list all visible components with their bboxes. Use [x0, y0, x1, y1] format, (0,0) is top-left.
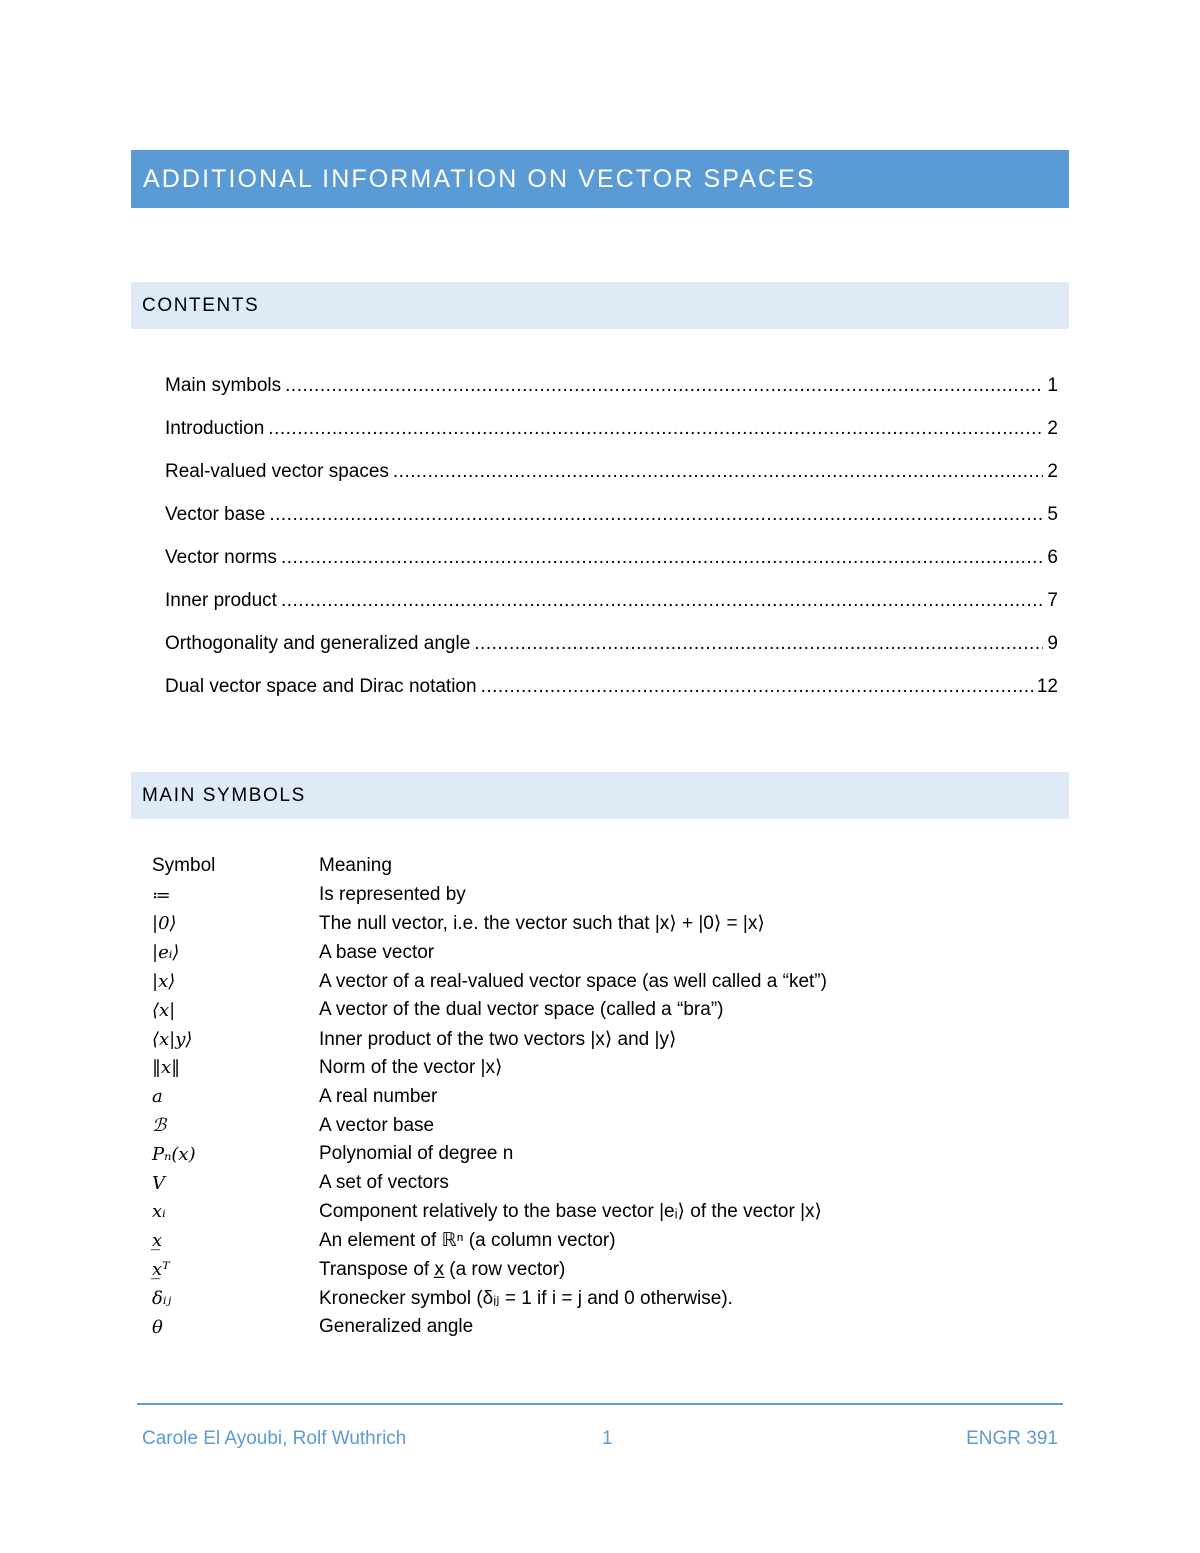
footer-course: ENGR 391: [966, 1428, 1058, 1449]
symbol-row: [152, 1054, 1052, 1083]
toc-entry-page: 6: [1047, 547, 1058, 568]
document-title-bar: [131, 150, 1069, 208]
symbol-row: [152, 1025, 1052, 1054]
symbol-column-header: Symbol: [152, 855, 216, 877]
footer-authors: Carole El Ayoubi, Rolf Wuthrich: [142, 1428, 407, 1449]
toc-leader-dots: [481, 676, 1033, 698]
footer-page-number: 1: [602, 1428, 613, 1449]
symbol-cell: δᵢⱼ: [152, 1287, 172, 1309]
meaning-cell: A real number: [319, 1085, 438, 1107]
toc-leader-dots: [285, 375, 1043, 397]
symbol-row: [152, 938, 1052, 967]
symbol-row: [152, 1284, 1052, 1313]
meaning-cell: Transpose of x̲ (a row vector): [319, 1258, 566, 1280]
symbol-row: [152, 1140, 1052, 1169]
toc-entry[interactable]: [165, 633, 1058, 676]
symbol-cell: x̲ᵀ: [152, 1259, 170, 1281]
meaning-cell: A vector of a real-valued vector space (as well called a “ket”): [319, 970, 827, 992]
symbols-table-header: [152, 852, 1052, 881]
document-title: ADDITIONAL INFORMATION ON VECTOR SPACES: [143, 164, 816, 193]
meaning-cell: Generalized angle: [319, 1316, 474, 1338]
symbol-row: [152, 1255, 1052, 1284]
toc-leader-dots: [281, 547, 1043, 569]
toc-entry-title: Vector base: [165, 504, 266, 525]
symbol-row: [152, 881, 1052, 910]
footer-divider: [137, 1403, 1063, 1405]
symbol-cell: x̲: [152, 1230, 163, 1252]
meaning-cell: A vector base: [319, 1114, 435, 1136]
toc-entry-page: 1: [1047, 375, 1058, 396]
meaning-cell: An element of ℝⁿ (a column vector): [319, 1230, 616, 1252]
contents-heading-bar: [131, 282, 1069, 329]
meaning-cell: A vector of the dual vector space (called a “bra”): [319, 999, 724, 1021]
toc-entry-page: 9: [1047, 633, 1058, 654]
toc-leader-dots: [474, 633, 1043, 655]
toc-entry[interactable]: [165, 590, 1058, 633]
meaning-cell: A set of vectors: [319, 1172, 449, 1194]
toc-entry[interactable]: [165, 504, 1058, 547]
toc-entry-page: 2: [1047, 461, 1058, 482]
meaning-cell: Polynomial of degree n: [319, 1143, 514, 1165]
meaning-cell: The null vector, i.e. the vector such that |x⟩ + |0⟩ = |x⟩: [319, 913, 765, 935]
symbol-row: [152, 967, 1052, 996]
symbol-row: [152, 1111, 1052, 1140]
contents-heading: CONTENTS: [142, 294, 260, 316]
meaning-column-header: Meaning: [319, 855, 392, 877]
symbol-row: [152, 1169, 1052, 1198]
symbol-cell: θ: [152, 1316, 163, 1338]
symbol-cell: V: [152, 1172, 165, 1194]
symbol-row: [152, 996, 1052, 1025]
toc-entry-title: Main symbols: [165, 375, 282, 396]
meaning-cell: Norm of the vector |x⟩: [319, 1057, 503, 1079]
symbol-row: [152, 1198, 1052, 1227]
symbol-row: [152, 910, 1052, 939]
toc-entry-page: 12: [1036, 676, 1058, 697]
toc-entry[interactable]: [165, 375, 1058, 418]
symbol-row: [152, 1313, 1052, 1342]
toc-entry-title: Introduction: [165, 418, 265, 439]
toc-entry-page: 2: [1047, 418, 1058, 439]
meaning-cell: Is represented by: [319, 884, 466, 906]
symbols-table: [152, 852, 1052, 1342]
meaning-cell: Inner product of the two vectors |x⟩ and |y⟩: [319, 1028, 677, 1050]
toc-entry-title: Orthogonality and generalized angle: [165, 633, 471, 654]
meaning-cell: Kronecker symbol (δᵢⱼ = 1 if i = j and 0 otherwise).: [319, 1287, 733, 1309]
toc-leader-dots: [393, 461, 1044, 483]
symbol-cell: |0⟩: [152, 913, 177, 935]
symbol-cell: xᵢ: [152, 1201, 166, 1223]
toc-entry[interactable]: [165, 418, 1058, 461]
table-of-contents: [165, 375, 1058, 719]
symbol-cell: Pₙ(x): [152, 1143, 196, 1165]
symbol-cell: ‖x‖: [152, 1057, 181, 1079]
symbol-cell: |x⟩: [152, 971, 176, 993]
toc-leader-dots: [269, 504, 1043, 526]
main-symbols-heading-bar: [131, 772, 1069, 819]
symbol-cell: a: [152, 1086, 163, 1108]
toc-entry[interactable]: [165, 547, 1058, 590]
toc-entry[interactable]: [165, 461, 1058, 504]
toc-leader-dots: [268, 418, 1043, 440]
toc-entry-title: Inner product: [165, 590, 277, 611]
symbol-cell: ≔: [152, 884, 171, 906]
symbol-cell: ℬ: [152, 1115, 167, 1137]
toc-entry-page: 7: [1047, 590, 1058, 611]
toc-leader-dots: [281, 590, 1043, 612]
toc-entry-title: Dual vector space and Dirac notation: [165, 676, 477, 697]
symbol-cell: ⟨x|: [152, 999, 176, 1021]
toc-entry-page: 5: [1047, 504, 1058, 525]
toc-entry-title: Vector norms: [165, 547, 277, 568]
toc-entry[interactable]: [165, 676, 1058, 719]
symbol-cell: ⟨x|y⟩: [152, 1028, 193, 1050]
symbol-cell: |eᵢ⟩: [152, 942, 180, 964]
symbol-row: [152, 1082, 1052, 1111]
main-symbols-heading: MAIN SYMBOLS: [142, 784, 306, 806]
toc-entry-title: Real-valued vector spaces: [165, 461, 389, 482]
meaning-cell: A base vector: [319, 941, 435, 963]
meaning-cell: Component relatively to the base vector |eᵢ⟩ of the vector |x⟩: [319, 1201, 822, 1223]
symbol-row: [152, 1226, 1052, 1255]
